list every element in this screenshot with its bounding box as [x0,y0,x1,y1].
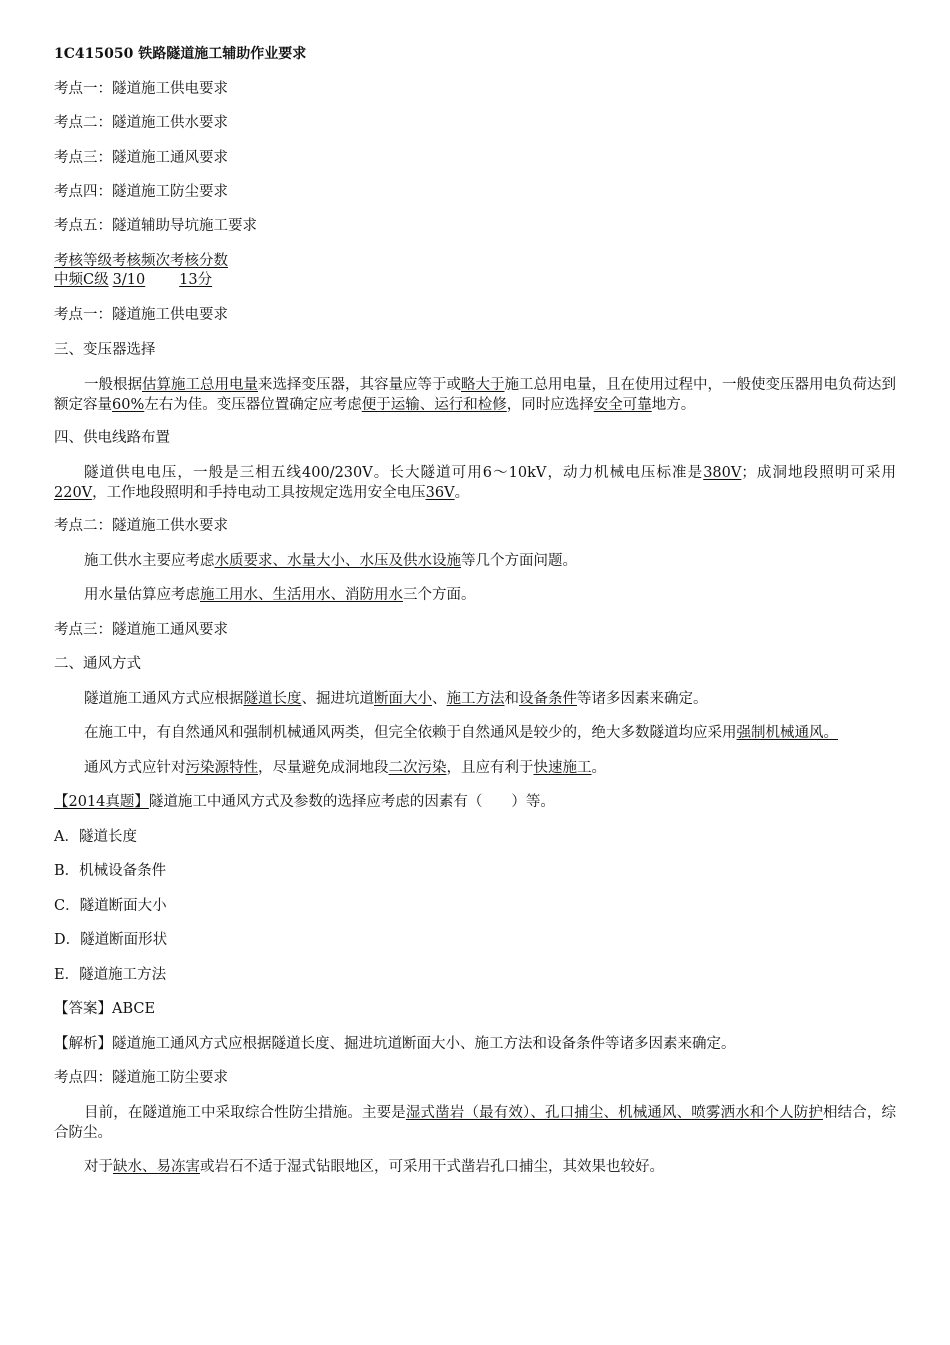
subsection-heading: 四、供电线路布置 [54,430,170,446]
subsection-heading: 二、通风方式 [54,656,141,672]
analysis: 【解析】隧道施工通风方式应根据隧道长度、掘进坑道断面大小、施工方法和设备条件等诸多因素来确定。 [54,1036,736,1052]
paragraph-ventilation-method: 通风方式应针对污染源特性，尽量避免成洞地段二次污染，且应有利于快速施工。 [84,760,606,776]
paragraph-dry-drilling: 对于缺水、易冻害或岩石不适于湿式钻眼地区，可采用干式凿岩孔口捕尘，其效果也较好。 [84,1159,664,1175]
paragraph-power-line: 隧道供电电压，一般是三相五线400/230V。长大隧道可用6～10kV，动力机械电压标准是380V；成洞地段照明可采用220V，工作地段照明和手持电动工具按规定选用安全电压36V。 [54,465,896,501]
paragraph-transformer: 一般根据估算施工总用电量来选择变压器，其容量应等于或略大于施工总用电量，且在使用过程中，一般使变压器用电负荷达到额定容量60%左右为佳。变压器位置确定应考虑便于运输、运行和检修，同时应选择安全可靠地方。 [54,377,896,413]
document-title: 1C415050 铁路隧道施工辅助作业要求 [54,46,307,62]
exam-level: 中频C级 [54,272,109,288]
option-a: A．隧道长度 [54,829,137,845]
question-stem: 【2014真题】隧道施工中通风方式及参数的选择应考虑的因素有（ ）等。 [54,794,555,810]
section-heading: 考点三：隧道施工通风要求 [54,622,228,638]
outline-item: 考点五：隧道辅助导坑施工要求 [54,218,257,234]
answer: 【答案】ABCE [54,1001,156,1017]
outline-item: 考点四：隧道施工防尘要求 [54,184,228,200]
option-d: D．隧道断面形状 [54,932,168,948]
option-b: B．机械设备条件 [54,863,167,879]
exam-info-row [54,270,212,290]
paragraph-ventilation-factors: 隧道施工通风方式应根据隧道长度、掘进坑道断面大小、施工方法和设备条件等诸多因素来确定。 [84,691,708,707]
exam-frequency: 3/10 [112,272,146,288]
section-heading: 考点一：隧道施工供电要求 [54,307,228,323]
subsection-heading: 三、变压器选择 [54,342,156,358]
exam-score: 13分 [179,272,213,288]
outline-item: 考点一：隧道施工供电要求 [54,81,228,97]
paragraph-ventilation-types: 在施工中，有自然通风和强制机械通风两类，但完全依赖于自然通风是较少的，绝大多数隧道均应采用强制机械通风。 [84,725,838,741]
question-tag: 【2014真题】 [54,794,149,810]
outline-item: 考点三：隧道施工通风要求 [54,150,228,166]
paragraph-dust-measures: 目前，在隧道施工中采取综合性防尘措施。主要是湿式凿岩（最有效）、孔口捕尘、机械通风、喷雾洒水和个人防护相结合，综合防尘。 [54,1105,897,1141]
outline-item: 考点二：隧道施工供水要求 [54,115,228,131]
option-e: E．隧道施工方法 [54,967,167,983]
exam-info-header: 考核等级考核频次考核分数 [54,253,228,269]
option-c: C．隧道断面大小 [54,898,167,914]
section-heading: 考点四：隧道施工防尘要求 [54,1070,228,1086]
section-heading: 考点二：隧道施工供水要求 [54,518,228,534]
paragraph-water-usage: 用水量估算应考虑施工用水、生活用水、消防用水三个方面。 [84,587,476,603]
paragraph-water-supply: 施工供水主要应考虑水质要求、水量大小、水压及供水设施等几个方面问题。 [84,553,577,569]
